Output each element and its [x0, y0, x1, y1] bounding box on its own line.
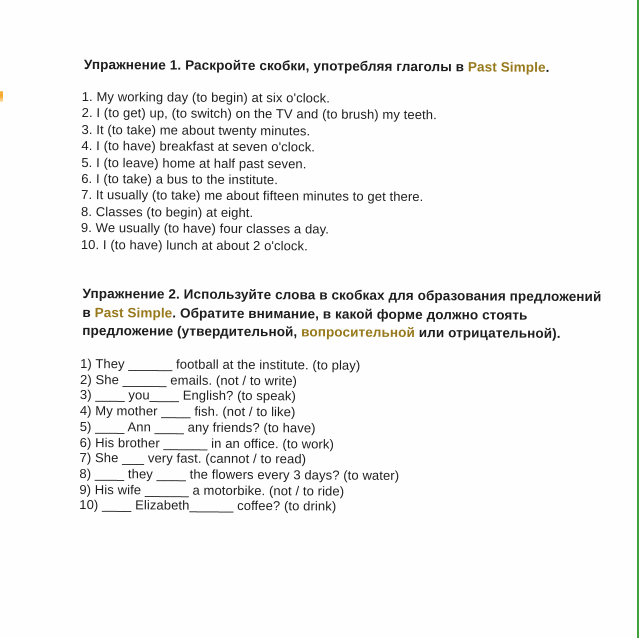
list-item: 8. Classes (to begin) at eight.: [81, 203, 254, 220]
exercise1-title: [84, 56, 550, 77]
accent-keyword: вопросительной: [301, 324, 415, 341]
list-item: 5) ____ Ann ____ any friends? (to have): [79, 418, 316, 436]
list-item: 6) His brother ______ in an office. (to work): [79, 434, 334, 452]
title-text: предложение (утвердительной,: [82, 323, 302, 340]
exercise2-list: [79, 356, 400, 515]
title-text: .: [545, 59, 550, 75]
list-item: 2. I (to get) up, (to switch) on the TV and (to brush) my teeth.: [81, 105, 437, 123]
exercise2-title: [82, 285, 601, 344]
accent-keyword: Past Simple: [467, 59, 546, 75]
scan-edge-green-line: [637, 0, 639, 638]
list-item: 10. I (to have) lunch at about 2 o'clock.: [80, 236, 308, 254]
list-item: 4) My mother ____ fish. (not / to like): [79, 403, 296, 420]
list-item: 3) ____ you____ English? (to speak): [79, 387, 296, 404]
list-item: 7. It usually (to take) me about fifteen minutes to get there.: [81, 187, 424, 205]
list-item: 3. It (to take) me about twenty minutes.: [81, 121, 311, 139]
title-text: или отрицательной).: [414, 325, 561, 342]
scan-edge-orange-mark: [0, 91, 3, 102]
list-item: 6. I (to take) a bus to the institute.: [81, 171, 279, 188]
list-item: 7) She ___ very fast. (cannot / to read): [79, 450, 307, 467]
title-text: . Обратите внимание, в какой форме должно стоять: [172, 305, 528, 323]
title-text: Упражнение 2. Используйте слова в скобках для образования предложений: [82, 285, 602, 305]
exercise1-list: [81, 89, 437, 255]
title-line: [82, 322, 601, 344]
title-text: в: [82, 304, 95, 320]
list-item: 4. I (to have) breakfast at seven o'clock.: [81, 138, 316, 155]
list-item: 8) ____ they ____ the flowers every 3 days? (to water): [79, 465, 400, 483]
list-item: 2) She ______ emails. (not / to write): [79, 371, 298, 389]
list-item: 1) They ______ football at the institute. (to play): [80, 355, 361, 373]
accent-keyword: Past Simple: [94, 304, 173, 321]
list-item: 1. My working day (to begin) at six o'clock.: [81, 88, 331, 106]
list-item: 9. We usually (to have) four classes a day.: [80, 220, 330, 237]
title-text: Упражнение 1. Раскройте скобки, употребляя глаголы в: [83, 57, 469, 75]
list-item: 9) His wife ______ a motorbike. (not / to ride): [79, 481, 345, 499]
list-item: 10) ____ Elizabeth______ coffee? (to drink): [79, 497, 337, 514]
list-item: 5. I (to leave) home at half past seven.: [81, 154, 307, 171]
